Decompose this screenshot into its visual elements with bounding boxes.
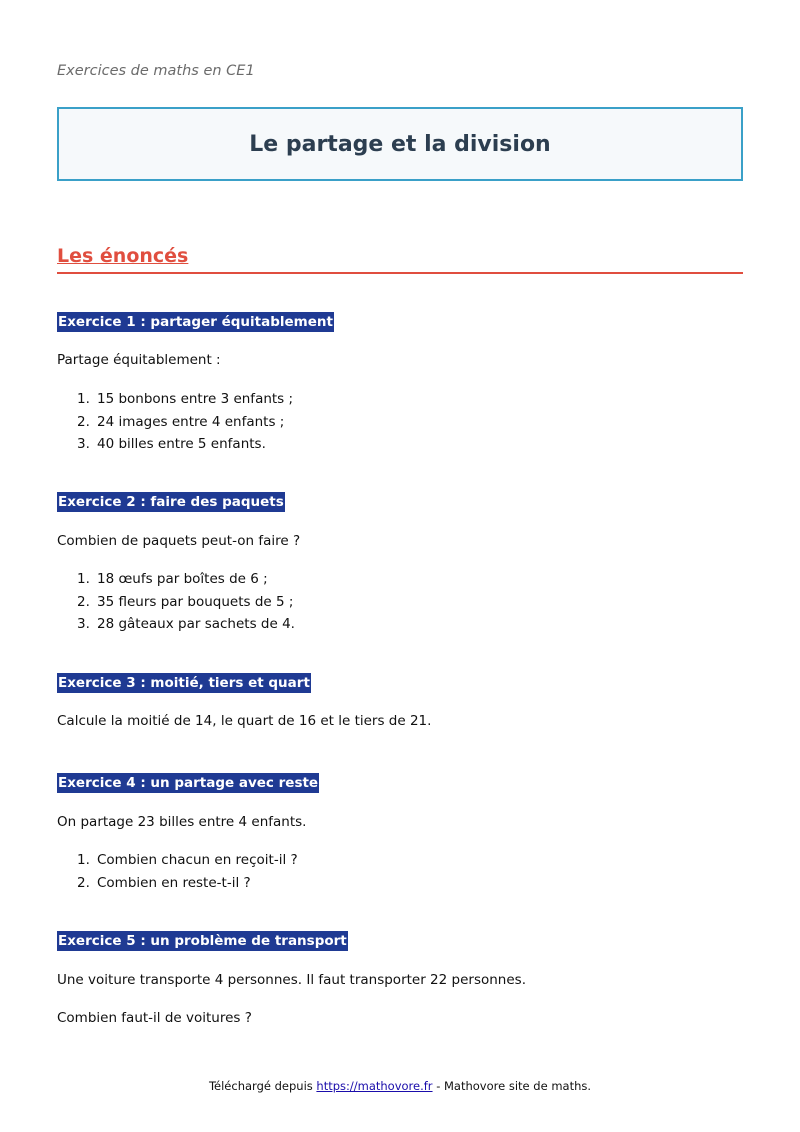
exercise-4: Exercice 4 : un partage avec reste On partage 23 billes entre 4 enfants. 1. Combien chacun en reçoit-il ? 2. Combien en reste-t-il ? [57,775,319,891]
footer-prefix: Téléchargé depuis [208,1079,317,1093]
exercise-title: Exercice 3 : moitié, tiers et quart [58,675,310,691]
title-box [57,107,743,181]
exercise-3 [57,673,743,729]
page-footer [0,1079,800,1093]
exercise-title: Exercice 1 : partager équitablement [58,314,333,330]
exercise-title: Exercice 5 : un problème de transport [58,933,347,949]
section-heading [57,245,743,274]
footer-link[interactable]: https://mathovore.fr [316,1079,433,1093]
exercise-intro: Partage équitablement : [57,352,221,368]
exercise-2: Exercice 2 : faire des paquets Combien de paquets peut-on faire ? 1. 18 œufs par boîtes de 6 ; 2. 35 fleurs par bouquets de 5 ; 3. 28 gâteaux par sachets de 4. [57,494,301,632]
exercise-intro: Une voiture transporte 4 personnes. Il faut transporter 22 personnes. [57,972,526,988]
document-title: Le partage et la division [249,131,551,157]
exercise-1: Exercice 1 : partager équitablement Partage équitablement : 1. 15 bonbons entre 3 enfants ; 2. 24 images entre 4 enfants ; 3. 40 billes entre 5 enfants. [57,314,333,452]
exercise-intro: On partage 23 billes entre 4 enfants. [57,814,307,830]
exercise-5 [57,931,743,1026]
exercise-intro: Combien de paquets peut-on faire ? [57,533,301,549]
exercise-title: Exercice 4 : un partage avec reste [58,775,319,791]
document-subtitle: Exercices de maths en CE1 [57,63,255,79]
exercise-intro: Calcule la moitié de 14, le quart de 16 et le tiers de 21. [57,713,432,729]
exercise-question: Combien faut-il de voitures ? [57,1010,252,1026]
section-heading-text: Les énoncés [57,245,189,267]
exercise-title: Exercice 2 : faire des paquets [58,494,284,510]
footer-suffix: - Mathovore site de maths. [432,1079,592,1093]
